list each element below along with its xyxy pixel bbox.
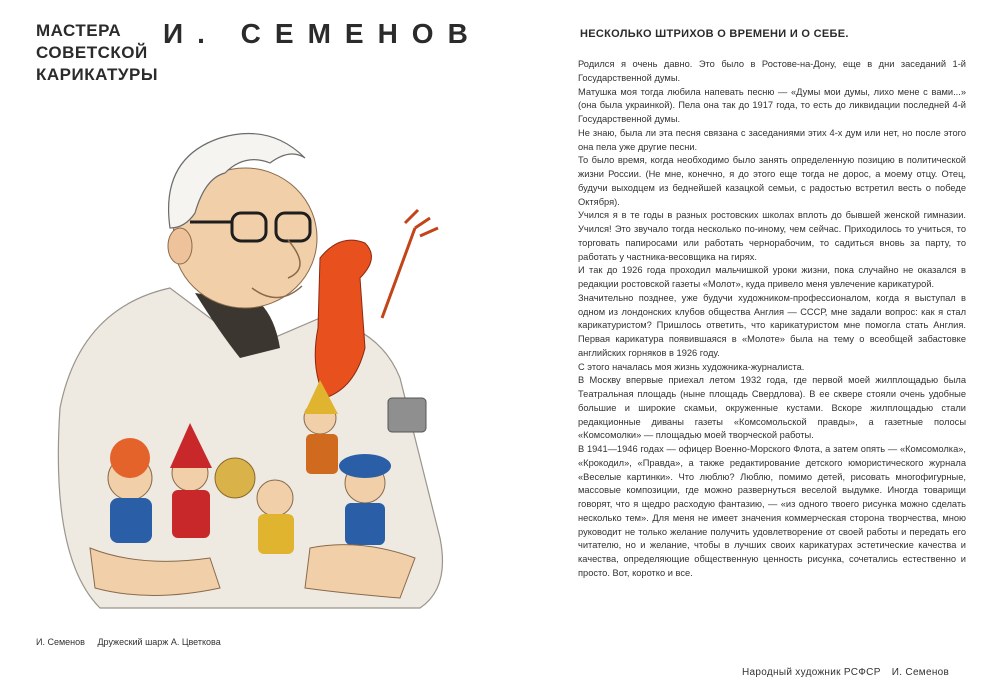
pitchfork-handle bbox=[382, 228, 415, 318]
article-title: НЕСКОЛЬКО ШТРИХОВ О ВРЕМЕНИ И О СЕБЕ. bbox=[580, 28, 849, 40]
article-paragraph: В Москву впервые приехал летом 1932 года, где первой моей жилплощадью была Театральная площадь (ныне площадь Свердлова). В ее сквере стояли очень удобные большие и широкие скамьи, окруженные кустами. Вскоре жилплощадью стали редакционные диваны газеты «Комсомольской правды», а газетные полосы «Комсомолки» — площадью моей творческой работы. bbox=[578, 375, 966, 441]
ear bbox=[168, 228, 192, 264]
article-paragraph: Учился я в те годы в разных ростовских школах вплоть до бывшей женской гимназии. Учился! Это звучало тогда несколько по-иному, чем сейчас. Приходилось то учиться, то торговать папиросами или работать чернорабочим, то садиться вновь за парту, то работать у частника-весовщика на гирях. bbox=[578, 210, 966, 262]
child-yellow-face bbox=[257, 480, 293, 516]
child-blue-body bbox=[172, 490, 210, 538]
article-paragraph: Не знаю, была ли эта песня связана с заседаниями этих 4-х дум или нет, но после этого она пела уже другие песни. bbox=[578, 127, 966, 152]
pitchfork-head bbox=[405, 210, 438, 236]
signature-name: И. Семенов bbox=[891, 667, 950, 678]
article-body bbox=[578, 58, 966, 581]
signature bbox=[742, 667, 949, 678]
onion-character bbox=[215, 458, 255, 498]
child-red-hair bbox=[110, 438, 150, 478]
dunno-hat bbox=[339, 454, 391, 478]
article-paragraph: В 1941—1946 годах — офицер Военно-Морского Флота, а затем опять — «Комсомолка», «Крокодил», «Правда», а также редактирование детского юмористического журнала «Веселые картинки». Что люблю? Люблю, помимо детей, рисовать многофигурные, массовые композиции, где можно развернуться веселой выдумке. Иногда товарищи говорят, что я щедро расходую фантазию, — «из одного твоего рисунка можно сделать несколько тем». Для меня не имеет значения коммерческая сторона творчества, мною руководит не только желание получить удовлетворение от своей работы и передать его читателю, но и желание, чтобы в лучших своих карикатурах эстетические качества и качества, определяющие общественную ценность рисунка, сочетались естественно и просто. Вот, коротко и все. bbox=[578, 444, 966, 578]
article-paragraph: И так до 1926 года проходил мальчишкой уроки жизни, пока случайно не оказался в редакции ростовской газеты «Молот», куда привело меня увлечение карикатурой. bbox=[578, 265, 966, 289]
signature-title: Народный художник РСФСР bbox=[742, 667, 881, 678]
child-yellow-body bbox=[258, 514, 294, 554]
series-title-line-3: КАРИКАТУРЫ bbox=[36, 65, 158, 84]
article-paragraph: Матушка моя тогда любила напевать песню — «Думы мои думы, лихо мене с вами...» (она была украинкой). Пела она так до 1917 года, то есть до ликвидации последней 4-й Государственной думы. bbox=[578, 86, 966, 124]
dunno-body bbox=[345, 503, 385, 545]
caricature-illustration bbox=[20, 118, 490, 618]
pinocchio-body bbox=[306, 434, 338, 474]
caption-credit: Дружеский шарж А. Цветкова bbox=[97, 637, 221, 647]
child-red-body bbox=[110, 498, 152, 543]
series-title-line-1: МАСТЕРА bbox=[36, 21, 122, 40]
series-title-line-2: СОВЕТСКОЙ bbox=[36, 43, 148, 62]
article-paragraph: Родился я очень давно. Это было в Ростове-на-Дону, еще в дни заседаний 1-й Государственной думы. bbox=[578, 59, 966, 83]
article-paragraph: Значительно позднее, уже будучи художником-профессионалом, когда я выступал в одном из лондонских клубов общества Англия — СССР, мне задали вопрос: как я стал карикатуристом? Пришлось ответить, что карикатуристом мне помогла стать Англия. Первая карикатура появившаяся в «Молоте» была на тему о всеобщей забастовке английских горняков в 1926 году. bbox=[578, 292, 966, 358]
author-name: И. СЕМЕНОВ bbox=[163, 18, 482, 49]
article-paragraph: С этого началась моя жизнь художника-журналиста. bbox=[578, 361, 805, 372]
hand-right bbox=[305, 545, 415, 598]
caption-subject: И. Семенов bbox=[36, 637, 85, 647]
robot-figure bbox=[388, 398, 426, 432]
article-paragraph: То было время, когда необходимо было занять определенную позицию в политической жизни России. (Не мне, конечно, я до этого еще тогда не дорос, а моему отцу. Отец, будучи выходцем из беднейшей казацкой семьи, с радостью встретил весть о победе Октября). bbox=[578, 155, 966, 207]
illustration-caption bbox=[36, 637, 221, 647]
series-title bbox=[36, 20, 176, 86]
